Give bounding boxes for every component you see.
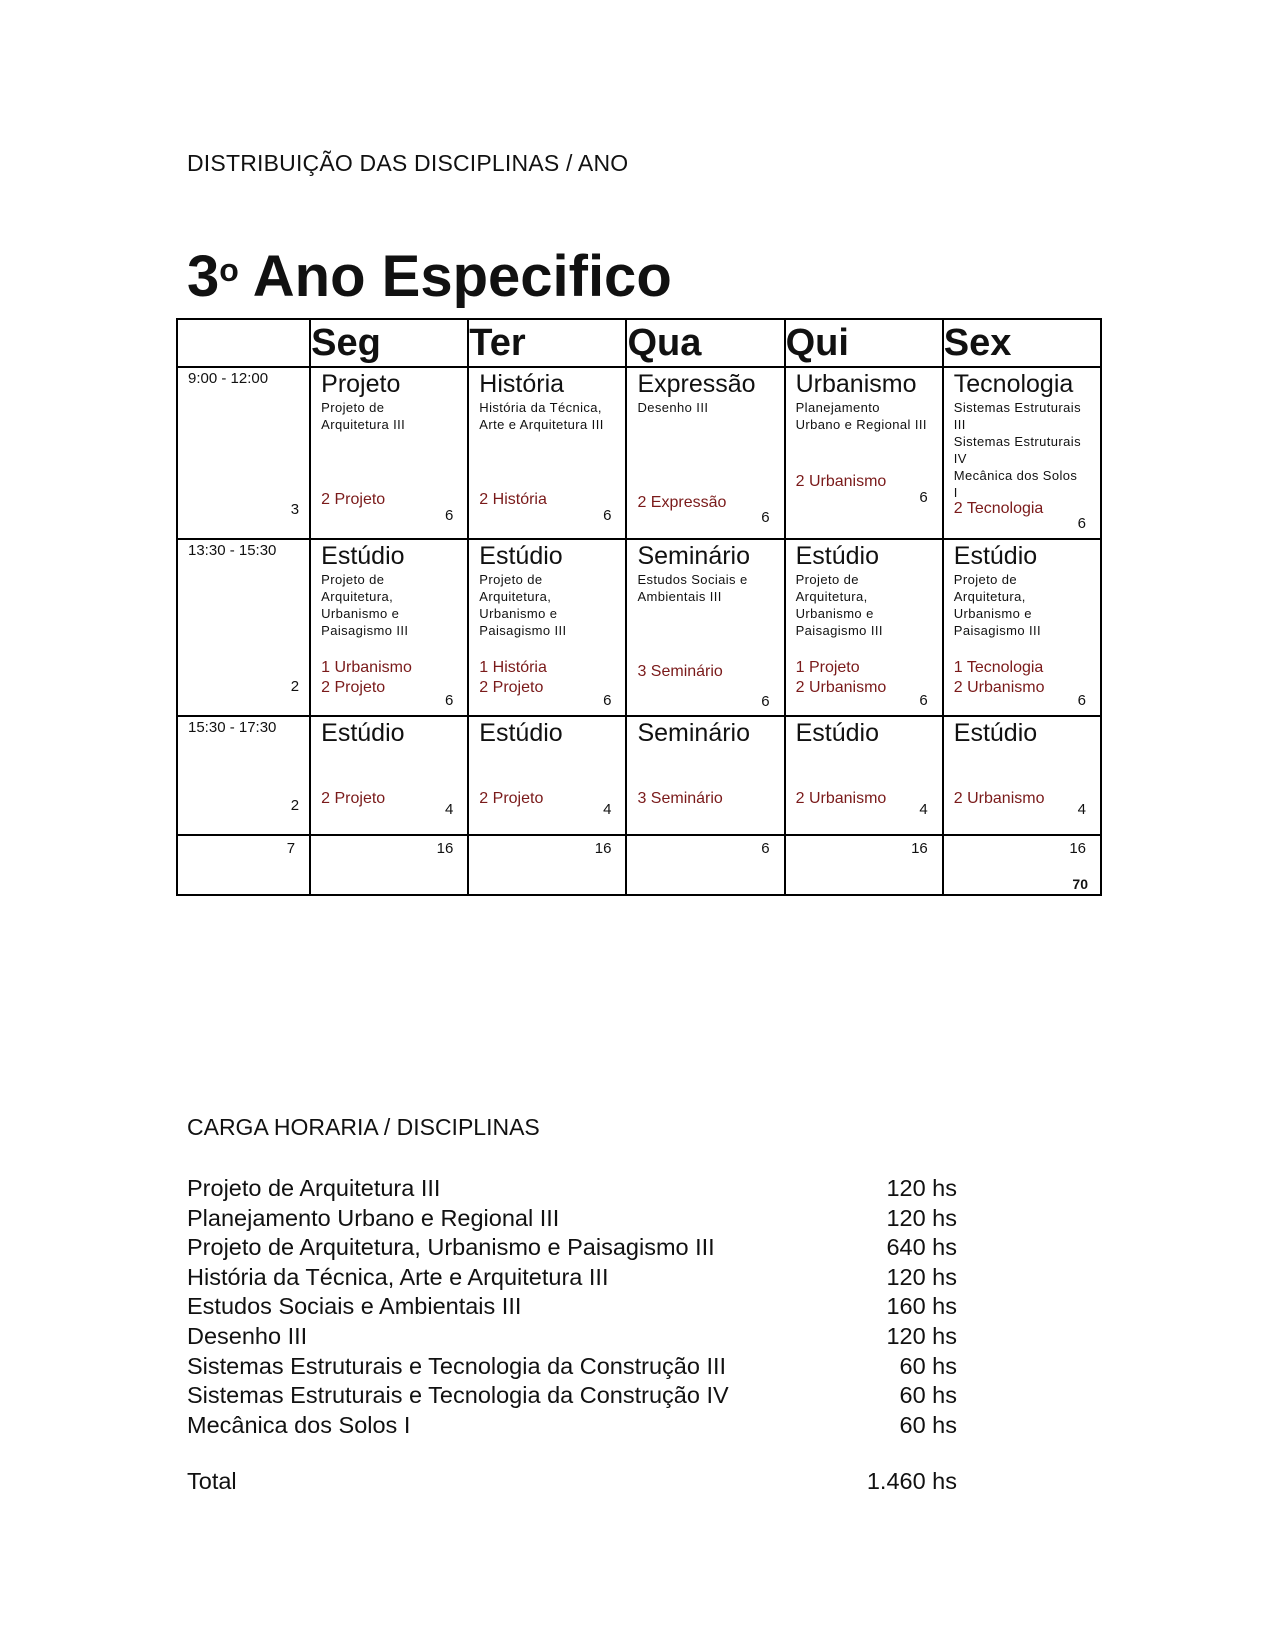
cell-total: 6 [1077, 692, 1086, 709]
carga-item-hours: 640 hs [886, 1234, 957, 1261]
allocation-line: 1 Tecnologia [953, 659, 1044, 676]
cell-content [786, 368, 942, 433]
carga-item-name: Projeto de Arquitetura, Urbanismo e Paisagismo III [187, 1234, 715, 1261]
subject-area: Tecnologia [953, 370, 1074, 398]
totals-cell [468, 835, 626, 895]
class-cell [626, 716, 784, 835]
carga-item [187, 1174, 957, 1204]
cell-total: 4 [444, 801, 454, 818]
time-slot: 9:00 - 12:00 [188, 370, 269, 387]
schedule-header-row [177, 319, 1101, 367]
class-cell [943, 367, 1101, 539]
schedule-row [177, 539, 1101, 716]
discipline-line: Paisagismo III [953, 623, 1042, 638]
carga-item-hours: 120 hs [886, 1263, 957, 1290]
allocation-list [637, 662, 722, 682]
schedule-table [176, 318, 1102, 896]
allocation-list [637, 789, 722, 809]
total-hours: 7 [286, 840, 296, 857]
discipline-line: Urbanismo e [795, 606, 874, 621]
discipline-line: Paisagismo III [795, 623, 883, 638]
cell-content [786, 717, 942, 748]
allocation-line: 3 Seminário [637, 663, 723, 680]
discipline-line: Ambientais III [637, 589, 722, 604]
discipline-line: Estudos Sociais e [637, 572, 748, 587]
cell-content [469, 540, 625, 639]
totals-cell [310, 835, 468, 895]
allocation-list [954, 658, 1045, 698]
subject-area: Estúdio [953, 719, 1038, 747]
class-cell [310, 367, 468, 539]
day-total: 16 [594, 840, 612, 857]
discipline-line: Urbanismo e [479, 606, 558, 621]
discipline-line: Arquitetura, [321, 589, 394, 604]
subject-area: Estúdio [479, 719, 563, 747]
totals-time-cell [177, 835, 310, 895]
discipline-line: Projeto de [953, 572, 1018, 587]
totals-cell [626, 835, 784, 895]
cell-total: 6 [603, 507, 612, 524]
subject-area: Estúdio [321, 719, 405, 747]
allocation-line: 2 Projeto [321, 790, 386, 807]
discipline-line: Desenho III [637, 400, 709, 415]
carga-item-hours: 160 hs [886, 1293, 957, 1320]
allocation-line: 2 Urbanismo [953, 679, 1045, 696]
day-total: 6 [761, 840, 770, 857]
carga-item [187, 1263, 957, 1293]
cell-total: 6 [444, 692, 454, 709]
allocation-line: 1 Projeto [795, 659, 860, 676]
carga-item-name: Estudos Sociais e Ambientais III [187, 1293, 522, 1320]
allocation-list [479, 658, 547, 698]
allocation-line: 2 Projeto [321, 491, 386, 508]
schedule-row [177, 367, 1101, 539]
class-cell [468, 367, 626, 539]
carga-item [187, 1233, 957, 1263]
slot-hours: 2 [290, 797, 300, 814]
cell-content [627, 717, 783, 748]
subject-area: Estúdio [795, 542, 879, 570]
totals-cell [785, 835, 943, 895]
cell-total: 6 [761, 509, 770, 526]
discipline-line: Projeto de [321, 400, 385, 415]
allocation-line: 2 Projeto [321, 679, 386, 696]
day-total: 16 [436, 840, 454, 857]
allocation-line: 2 Urbanismo [953, 790, 1045, 807]
discipline-line: Arquitetura, [953, 589, 1026, 604]
cell-content [627, 540, 783, 605]
carga-item-name: Desenho III [187, 1322, 308, 1349]
allocation-list [796, 789, 887, 809]
discipline-line: Planejamento [795, 400, 880, 415]
allocation-list [954, 499, 1044, 519]
discipline-line: Projeto de [321, 572, 385, 587]
discipline-line: História da Técnica, [479, 400, 602, 415]
class-cell [626, 539, 784, 716]
carga-item-name: História da Técnica, Arte e Arquitetura III [187, 1263, 609, 1290]
carga-item-hours: 60 hs [899, 1382, 957, 1409]
carga-list [187, 1174, 957, 1440]
day-header-qua: Qua [626, 319, 784, 367]
time-slot: 13:30 - 15:30 [188, 542, 277, 559]
document-header: DISTRIBUIÇÃO DAS DISCIPLINAS / ANO [187, 150, 629, 176]
subject-area: Seminário [637, 719, 751, 747]
carga-item [187, 1411, 957, 1441]
allocation-list [479, 789, 543, 809]
carga-item [187, 1204, 957, 1234]
allocation-list [321, 789, 385, 809]
cell-total: 6 [919, 489, 928, 506]
cell-total: 4 [603, 801, 612, 818]
carga-item-name: Planejamento Urbano e Regional III [187, 1204, 560, 1231]
allocation-list [321, 490, 385, 510]
allocation-line: 2 Projeto [479, 679, 544, 696]
carga-item-name: Sistemas Estruturais e Tecnologia da Construção IV [187, 1382, 729, 1409]
cell-total: 6 [919, 692, 928, 709]
cell-content [944, 368, 1100, 501]
allocation-list [954, 789, 1045, 809]
day-header-ter: Ter [468, 319, 626, 367]
subject-area: Urbanismo [795, 370, 917, 398]
subject-area: Seminário [637, 542, 751, 570]
discipline-line: Arquitetura, [479, 589, 552, 604]
cell-content [944, 717, 1100, 748]
class-cell [785, 539, 943, 716]
subject-area: Estúdio [321, 542, 405, 570]
cell-content [469, 717, 625, 748]
day-header-qui: Qui [785, 319, 943, 367]
day-header-seg: Seg [310, 319, 468, 367]
time-cell [177, 716, 310, 835]
subject-area: Projeto [321, 370, 401, 398]
subject-area: Expressão [637, 370, 756, 398]
title-number: 3 [187, 244, 220, 309]
grand-total: 70 [1072, 876, 1088, 892]
discipline-line: I [953, 485, 958, 500]
allocation-list [796, 472, 887, 492]
discipline-line: Arquitetura III [321, 417, 406, 432]
allocation-line: 3 Seminário [637, 790, 723, 807]
cell-total: 6 [761, 693, 770, 710]
subject-area: Estúdio [953, 542, 1038, 570]
corner-cell [177, 319, 310, 367]
allocation-line: 2 Urbanismo [795, 679, 887, 696]
discipline-line: Paisagismo III [479, 623, 567, 638]
discipline-line: Sistemas Estruturais [953, 400, 1081, 415]
allocation-line: 2 Projeto [479, 790, 544, 807]
page-title [187, 244, 672, 309]
class-cell [626, 367, 784, 539]
carga-heading: CARGA HORARIA / DISCIPLINAS [187, 1114, 540, 1140]
carga-item-hours: 120 hs [886, 1322, 957, 1349]
discipline-line: Urbano e Regional III [795, 417, 927, 432]
cell-content [627, 368, 783, 416]
totals-row [177, 835, 1101, 895]
discipline-line: Urbanismo e [321, 606, 400, 621]
cell-total: 4 [1077, 801, 1086, 818]
time-cell [177, 367, 310, 539]
carga-item-hours: 60 hs [899, 1352, 957, 1379]
carga-total-row [187, 1466, 957, 1496]
carga-total-hours: 1.460 hs [866, 1468, 957, 1494]
slot-hours: 3 [290, 501, 300, 518]
cell-content [311, 717, 467, 748]
cell-content [469, 368, 625, 433]
discipline-line: Paisagismo III [321, 623, 409, 638]
allocation-list [796, 658, 887, 698]
class-cell [310, 716, 468, 835]
subject-area: História [479, 370, 565, 398]
carga-item [187, 1292, 957, 1322]
carga-item-hours: 60 hs [899, 1411, 957, 1438]
cell-content [311, 540, 467, 639]
subject-area: Estúdio [795, 719, 879, 747]
discipline-line: Urbanismo e [953, 606, 1032, 621]
class-cell [943, 716, 1101, 835]
allocation-list [637, 493, 726, 513]
discipline-line: Projeto de [795, 572, 859, 587]
cell-content [944, 540, 1100, 639]
title-text: Ano Especifico [238, 244, 672, 309]
subject-area: Estúdio [479, 542, 563, 570]
cell-total: 4 [919, 801, 928, 818]
discipline-line: IV [953, 451, 967, 466]
allocation-line: 2 Urbanismo [795, 790, 887, 807]
allocation-list [321, 658, 412, 698]
discipline-line: III [953, 417, 966, 432]
cell-total: 6 [1077, 515, 1086, 532]
carga-total-label: Total [187, 1468, 237, 1494]
class-cell [943, 539, 1101, 716]
class-cell [310, 539, 468, 716]
allocation-line: 1 Urbanismo [321, 659, 412, 676]
slot-hours: 2 [290, 678, 300, 695]
carga-item-name: Mecânica dos Solos I [187, 1411, 411, 1438]
title-ordinal: o [219, 252, 239, 288]
carga-item-name: Projeto de Arquitetura III [187, 1175, 441, 1201]
time-slot: 15:30 - 17:30 [188, 719, 277, 736]
schedule-row [177, 716, 1101, 835]
cell-content [311, 368, 467, 433]
carga-item [187, 1322, 957, 1352]
discipline-line: Arquitetura, [795, 589, 868, 604]
carga-item [187, 1381, 957, 1411]
totals-cell [943, 835, 1101, 895]
carga-item [187, 1352, 957, 1382]
discipline-line: Projeto de [479, 572, 543, 587]
class-cell [785, 716, 943, 835]
allocation-line: 2 Expressão [637, 494, 727, 511]
carga-item-name: Sistemas Estruturais e Tecnologia da Construção III [187, 1352, 727, 1379]
carga-item-hours: 120 hs [886, 1204, 957, 1231]
allocation-list [479, 490, 547, 510]
discipline-line: Arte e Arquitetura III [479, 417, 604, 432]
class-cell [468, 716, 626, 835]
day-total: 16 [1069, 840, 1086, 857]
cell-total: 6 [603, 692, 612, 709]
day-header-sex: Sex [943, 319, 1101, 367]
discipline-line: Sistemas Estruturais [953, 434, 1081, 449]
time-cell [177, 539, 310, 716]
cell-content [786, 540, 942, 639]
cell-total: 6 [444, 507, 454, 524]
allocation-line: 1 História [479, 659, 547, 676]
allocation-line: 2 História [479, 491, 547, 508]
carga-item-hours: 120 hs [886, 1175, 957, 1201]
allocation-line: 2 Tecnologia [953, 500, 1044, 517]
class-cell [785, 367, 943, 539]
class-cell [468, 539, 626, 716]
day-total: 16 [911, 840, 928, 857]
discipline-line: Mecânica dos Solos [953, 468, 1078, 483]
allocation-line: 2 Urbanismo [795, 473, 887, 490]
